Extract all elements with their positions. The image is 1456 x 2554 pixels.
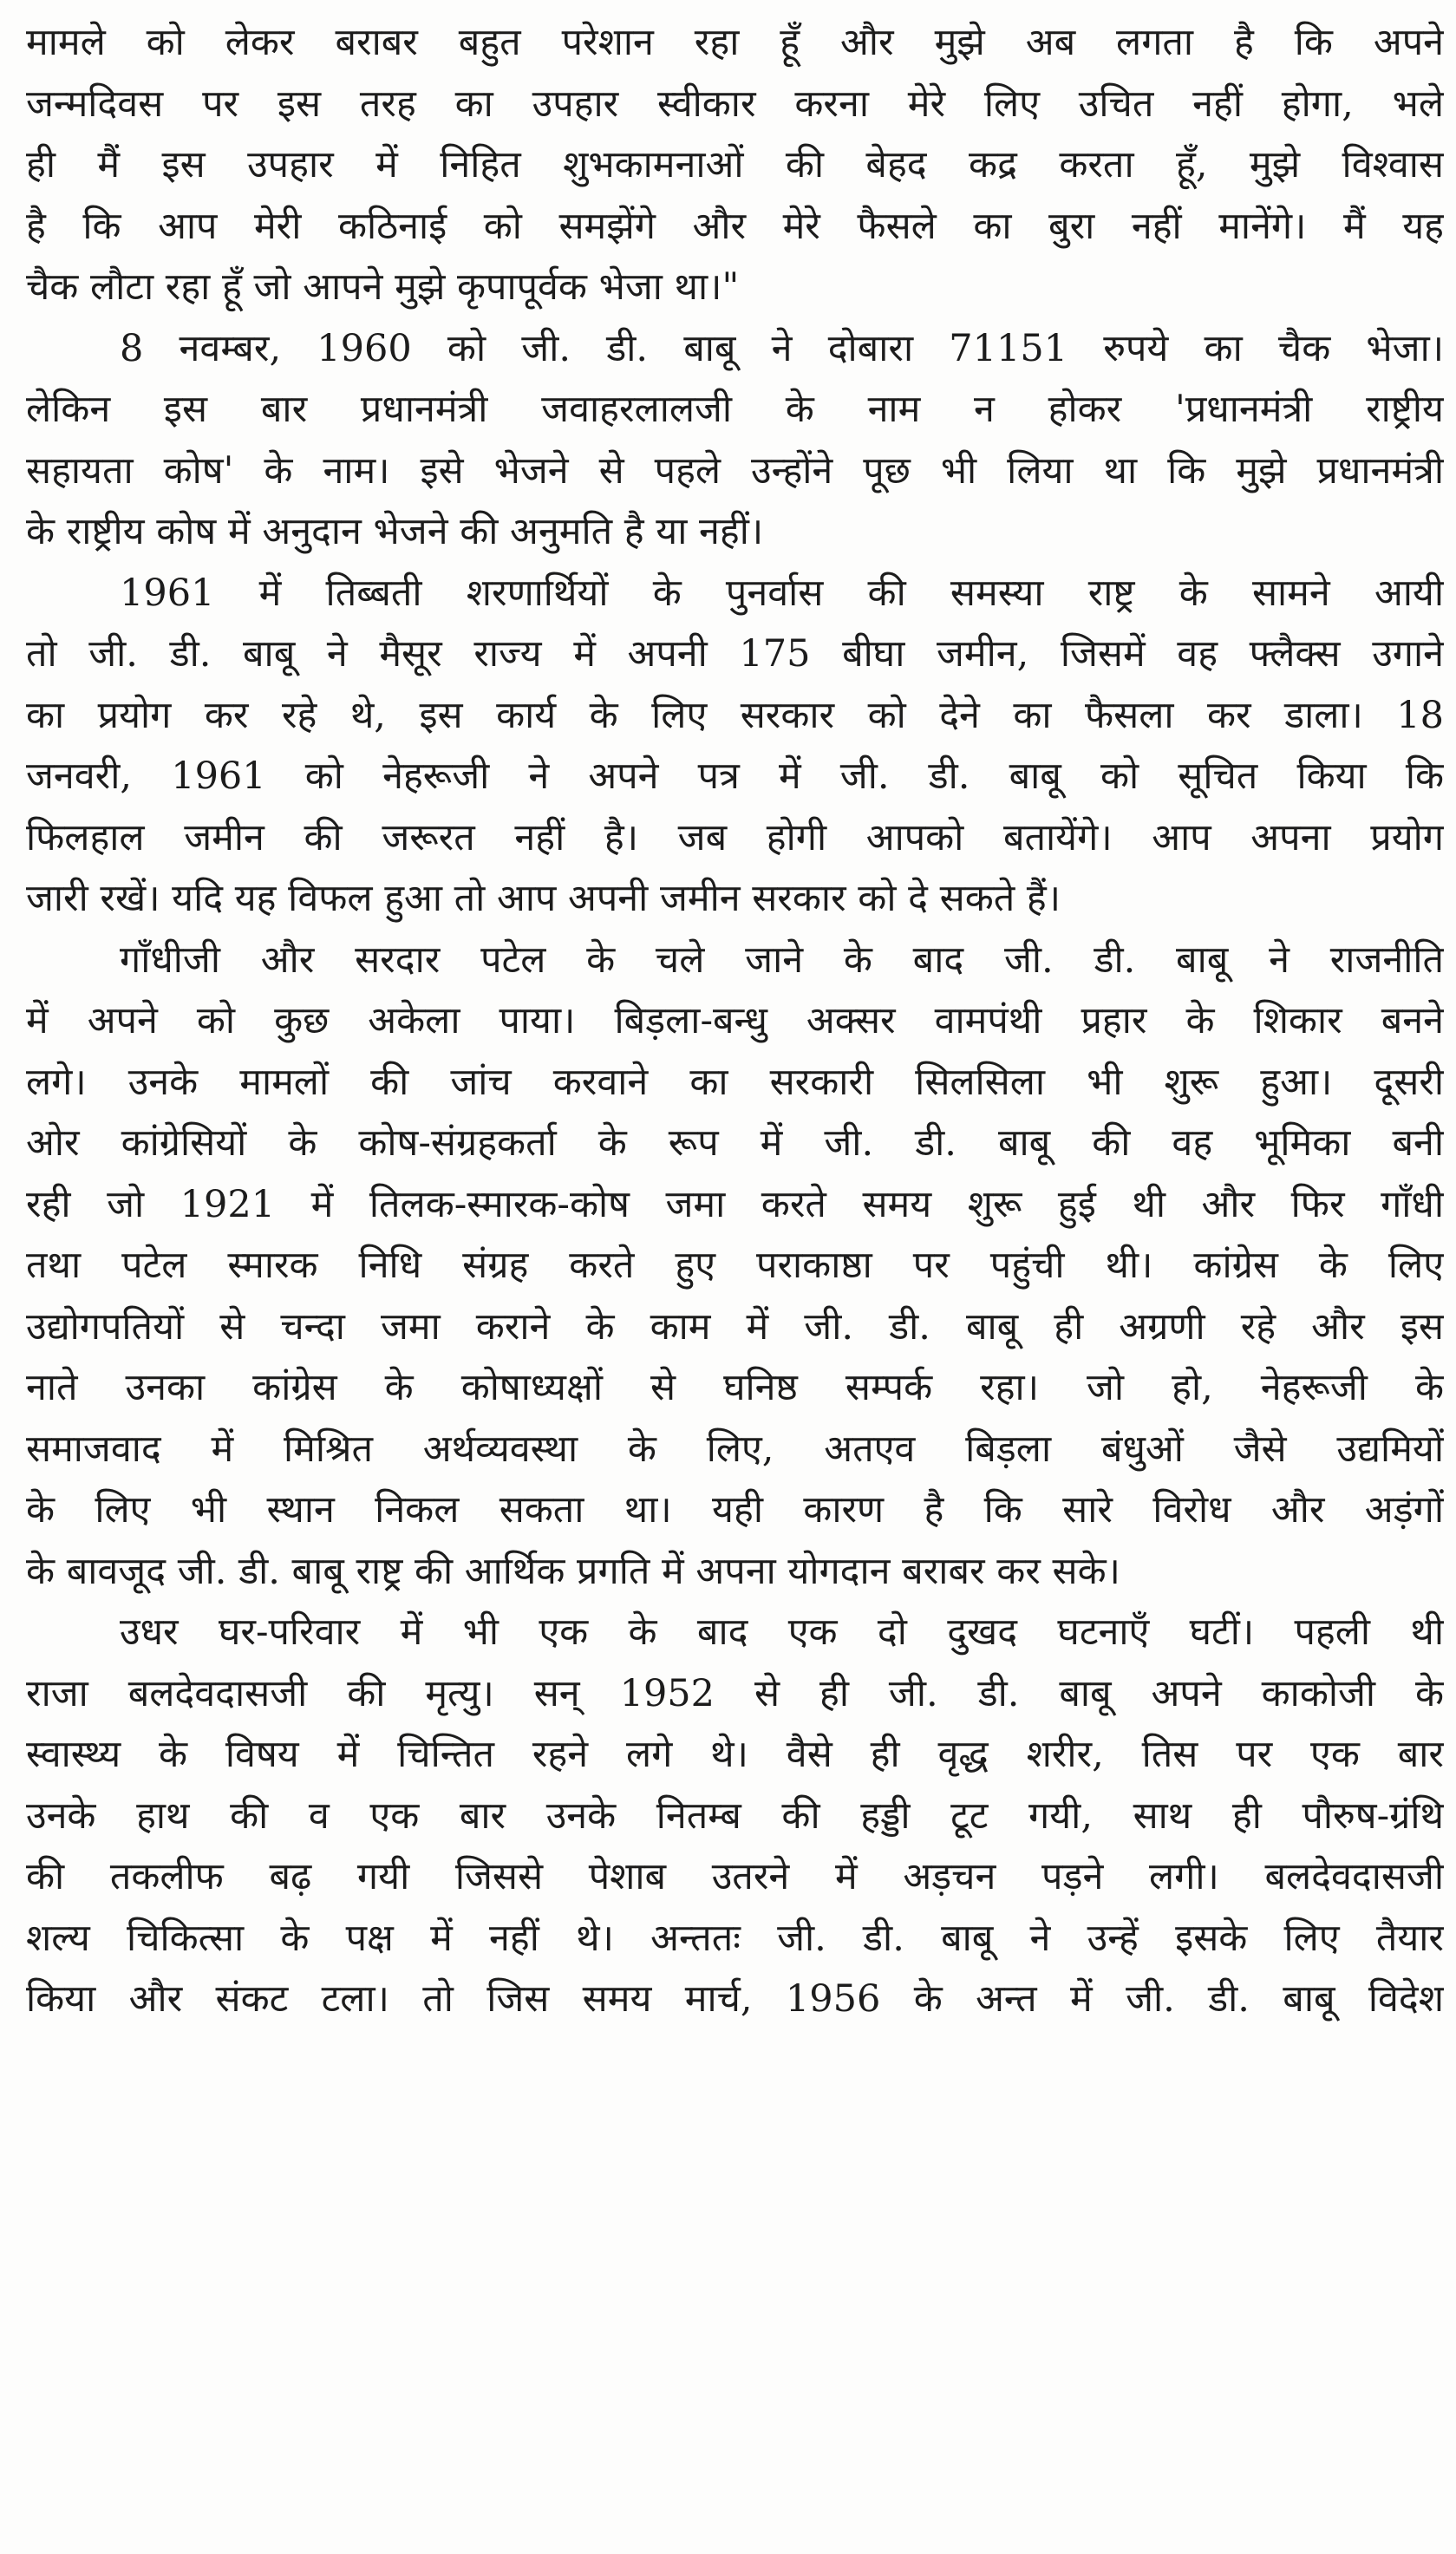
text-line: जनवरी, 1961 को नेहरूजी ने अपने पत्र में जी. डी. बाबू को सूचित किया कि [26,754,1444,798]
text-line: ही मैं इस उपहार में निहित शुभकामनाओं की बेहद कद्र करता हूँ, मुझे विश्वास [26,143,1444,186]
text-line: रही जो 1921 में तिलक-स्मारक-कोष जमा करते समय शुरू हुई थी और फिर गाँधी [26,1182,1444,1226]
text-line: नाते उनका कांग्रेस के कोषाध्यक्षों से घनिष्ठ सम्पर्क रहा। जो हो, नेहरूजी के [26,1366,1444,1409]
text-line: किया और संकट टला। तो जिस समय मार्च, 1956 के अन्त में जी. डी. बाबू विदेश [26,1977,1444,2021]
text-line: है कि आप मेरी कठिनाई को समझेंगे और मेरे फैसले का बुरा नहीं मानेंगे। मैं यह [26,204,1444,248]
paragraph-first-line: उधर घर-परिवार में भी एक के बाद एक दो दुखद घटनाएँ घटीं। पहली थी [120,1610,1444,1654]
text-line: के बावजूद जी. डी. बाबू राष्ट्र की आर्थिक प्रगति में अपना योगदान बराबर कर सके। [26,1549,1120,1593]
text-line: ओर कांग्रेसियों के कोष-संग्रहकर्ता के रूप में जी. डी. बाबू की वह भूमिका बनी [26,1121,1444,1165]
text-line: स्वास्थ्य के विषय में चिन्तित रहने लगे थे। वैसे ही वृद्ध शरीर, तिस पर एक बार [26,1733,1444,1776]
text-line: की तकलीफ बढ़ गयी जिससे पेशाब उतरने में अड़चन पड़ने लगी। बलदेवदासजी [26,1855,1444,1898]
paragraph-first-line: 8 नवम्बर, 1960 को जी. डी. बाबू ने दोबारा 71151 रुपये का चैक भेजा। [120,326,1444,370]
text-line: फिलहाल जमीन की जरूरत नहीं है। जब होगी आपको बतायेंगे। आप अपना प्रयोग [26,815,1444,859]
text-line: जारी रखें। यदि यह विफल हुआ तो आप अपनी जमीन सरकार को दे सकते हैं। [26,877,1061,920]
text-line: में अपने को कुछ अकेला पाया। बिड़ला-बन्धु अक्सर वामपंथी प्रहार के शिकार बनने [26,999,1444,1042]
text-line: शल्य चिकित्सा के पक्ष में नहीं थे। अन्ततः जी. डी. बाबू ने उन्हें इसके लिए तैयार [26,1916,1444,1960]
text-line: तो जी. डी. बाबू ने मैसूर राज्य में अपनी 175 बीघा जमीन, जिसमें वह फ्लैक्स उगाने [26,632,1444,676]
paragraph-first-line: 1961 में तिब्बती शरणार्थियों के पुनर्वास की समस्या राष्ट्र के सामने आयी [120,571,1444,615]
text-line: तथा पटेल स्मारक निधि संग्रह करते हुए पराकाष्ठा पर पहुंची थी। कांग्रेस के लिए [26,1244,1444,1287]
body-text [26,12,1444,2030]
text-line: जन्मदिवस पर इस तरह का उपहार स्वीकार करना मेरे लिए उचित नहीं होगा, भले [26,82,1444,126]
paragraph-first-line: गाँधीजी और सरदार पटेल के चले जाने के बाद जी. डी. बाबू ने राजनीति [120,937,1444,982]
text-line: उनके हाथ की व एक बार उनके नितम्ब की हड्डी टूट गयी, साथ ही पौरुष-ग्रंथि [26,1793,1444,1838]
text-line: चैक लौटा रहा हूँ जो आपने मुझे कृपापूर्वक भेजा था।" [26,265,740,309]
text-line: उद्योगपतियों से चन्दा जमा कराने के काम में जी. डी. बाबू ही अग्रणी रहे और इस [26,1304,1444,1349]
text-line: राजा बलदेवदासजी की मृत्यु। सन् 1952 से ही जी. डी. बाबू अपने काकोजी के [26,1671,1444,1715]
text-line: के लिए भी स्थान निकल सकता था। यही कारण है कि सारे विरोध और अड़ंगों [26,1488,1444,1532]
text-line: लगे। उनके मामलों की जांच करवाने का सरकारी सिलसिला भी शुरू हुआ। दूसरी [26,1060,1444,1104]
text-line: के राष्ट्रीय कोष में अनुदान भेजने की अनुमति है या नहीं। [26,510,764,553]
text-line: मामले को लेकर बराबर बहुत परेशान रहा हूँ और मुझे अब लगता है कि अपने [26,21,1444,64]
text-line: सहायता कोष' के नाम। इसे भेजने से पहले उन्होंने पूछ भी लिया था कि मुझे प्रधानमंत्री [26,448,1444,493]
text-line: का प्रयोग कर रहे थे, इस कार्य के लिए सरकार को देने का फैसला कर डाला। 18 [26,693,1444,737]
text-line: समाजवाद में मिश्रित अर्थव्यवस्था के लिए, अतएव बिड़ला बंधुओं जैसे उद्यमियों [26,1427,1444,1471]
text-line: लेकिन इस बार प्रधानमंत्री जवाहरलालजी के नाम न होकर 'प्रधानमंत्री राष्ट्रीय [26,388,1444,431]
